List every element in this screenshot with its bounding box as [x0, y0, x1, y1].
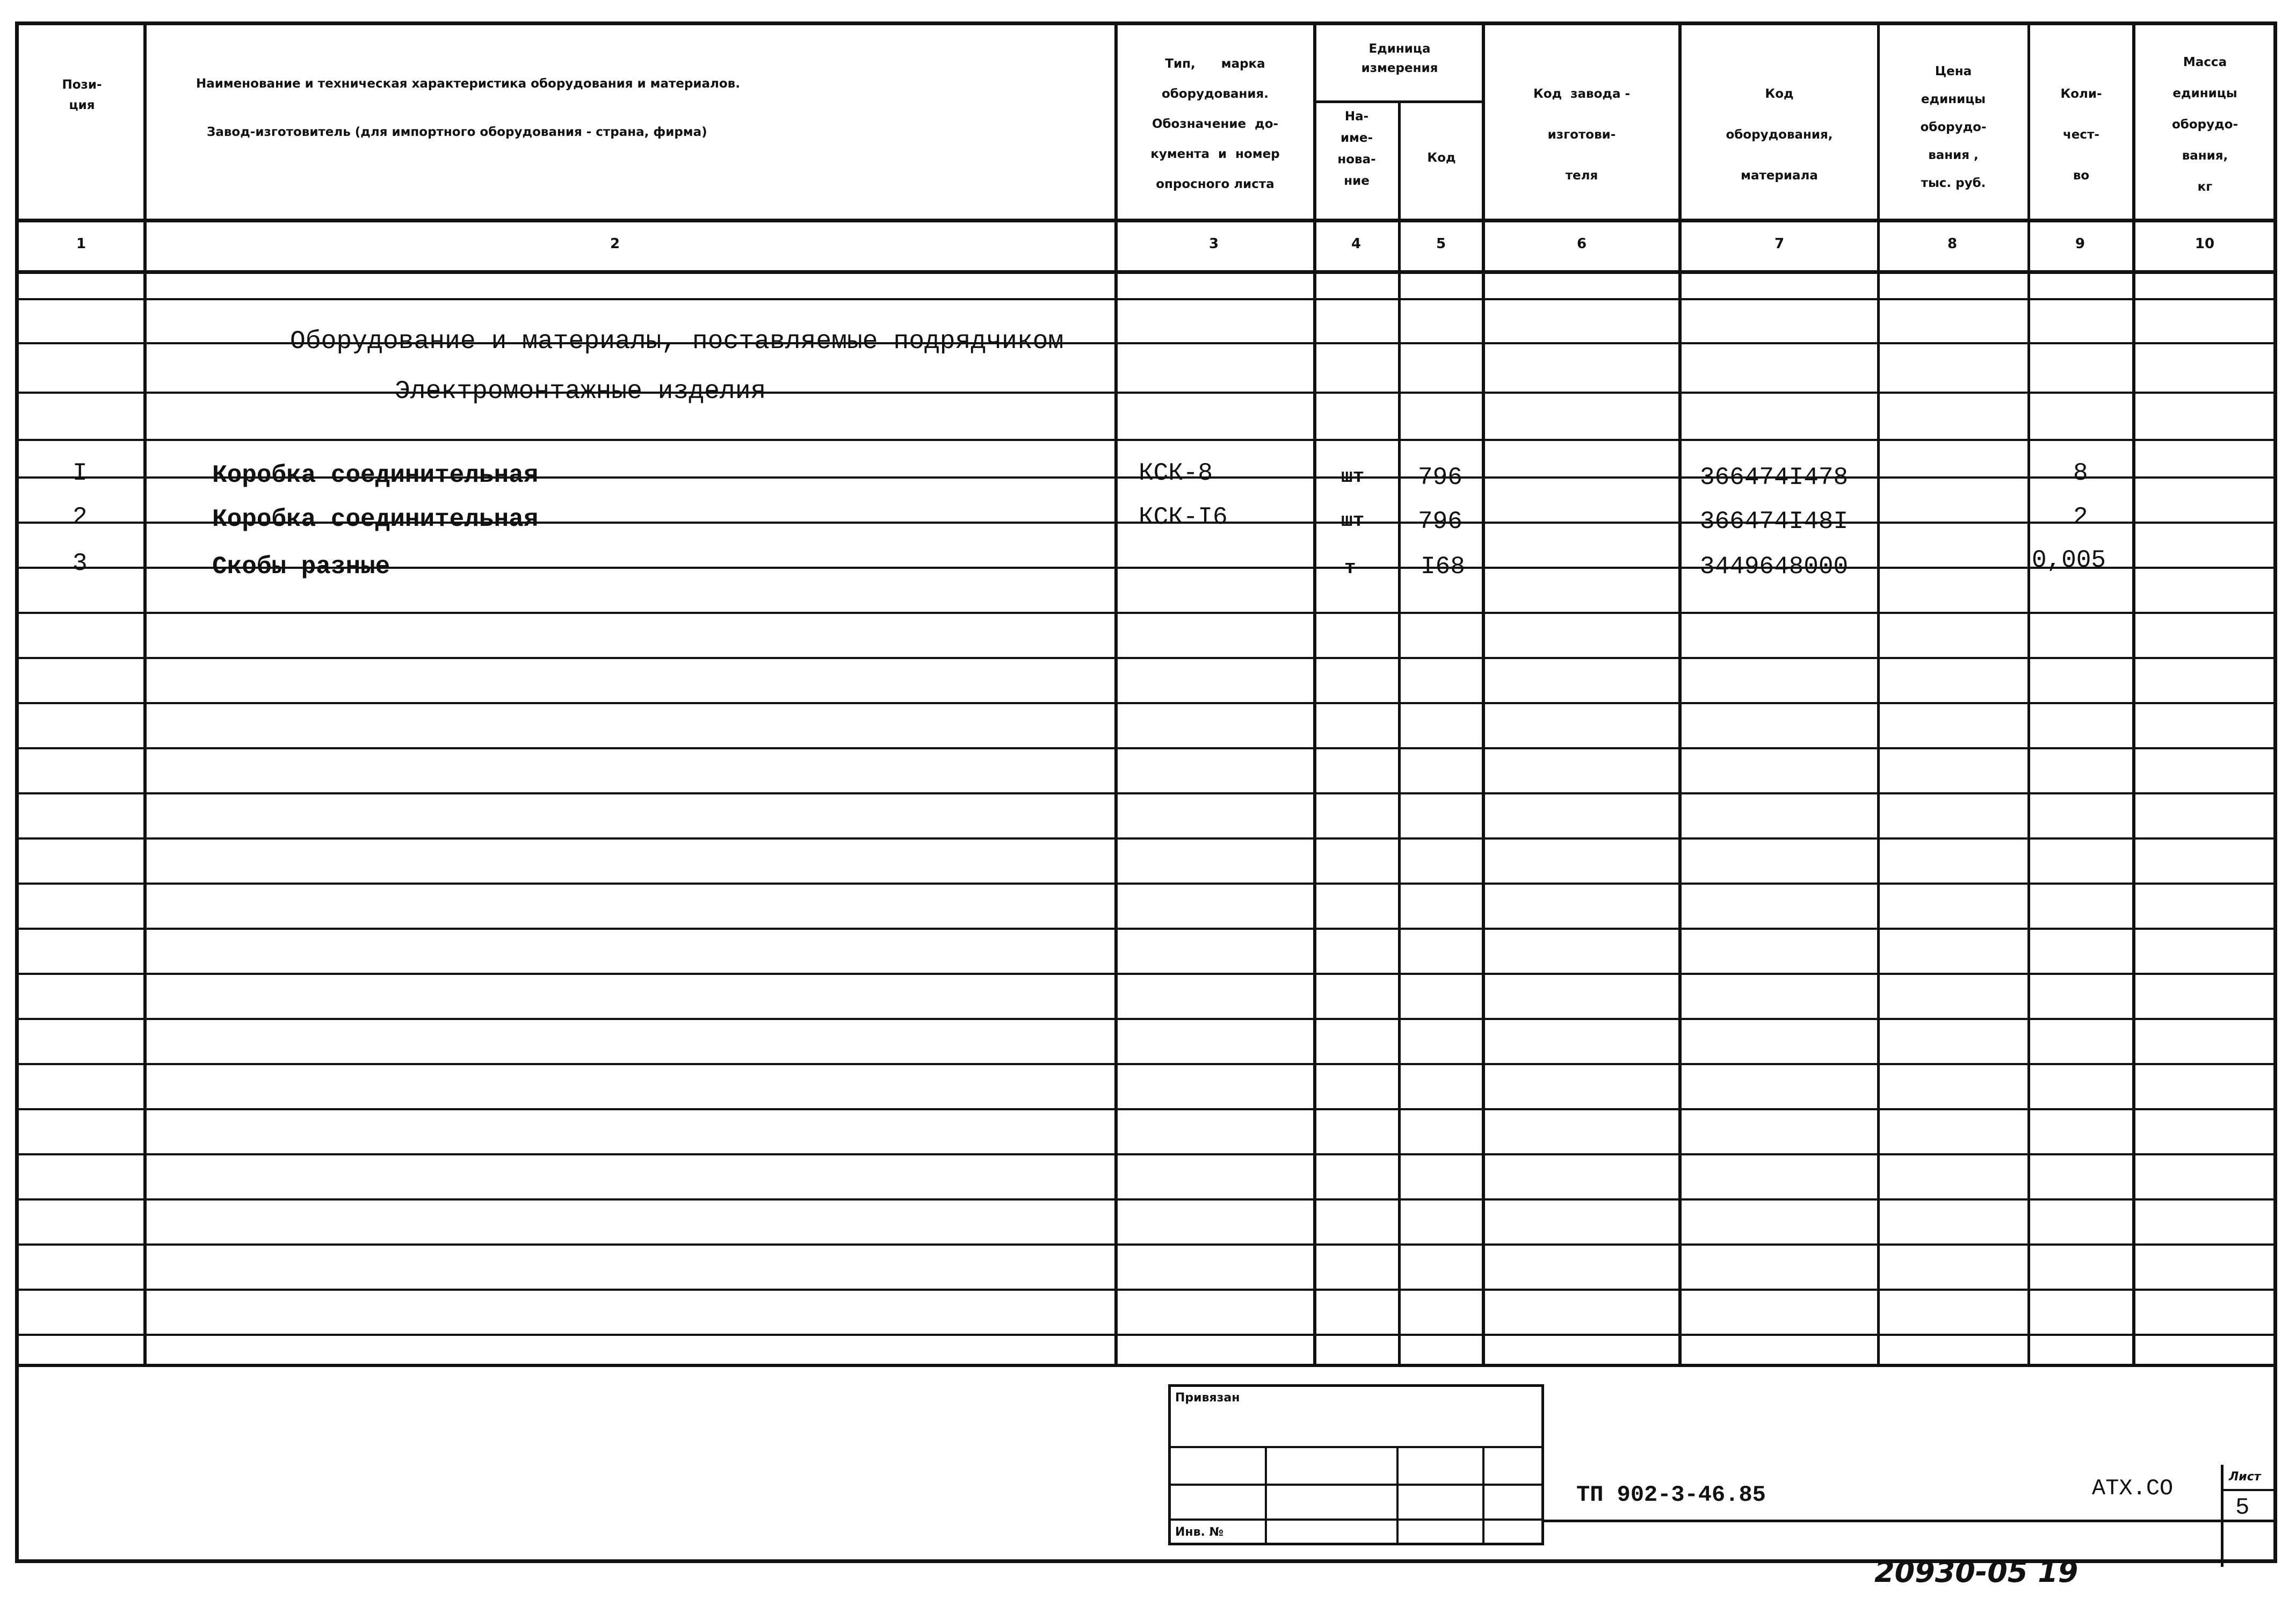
column-number: 2 — [610, 236, 620, 252]
table-bottom-line — [19, 1364, 2273, 1367]
column-number: 4 — [1351, 236, 1361, 252]
col-line — [2132, 25, 2135, 1365]
sheet-box — [2221, 1465, 2273, 1567]
title-block-line — [1544, 1520, 2273, 1522]
header-unit-name: На- име- нова- ние — [1337, 110, 1376, 188]
col-line — [1114, 25, 1118, 1365]
row-position: 2 — [73, 503, 88, 531]
row-line — [19, 612, 2273, 614]
footer-number: 20930-05 19 — [1874, 1555, 2078, 1589]
header-mass: Масса единицы оборудо- вания, кг — [2171, 55, 2239, 194]
stamp-privyazan: Привязан — [1175, 1391, 1240, 1405]
col-line — [143, 25, 147, 1365]
row-unit-code: I68 — [1421, 553, 1465, 581]
sheet-number: 5 — [2235, 1494, 2250, 1521]
column-number: 7 — [1774, 236, 1785, 252]
row-line — [19, 1018, 2273, 1020]
col-line — [1678, 25, 1682, 1365]
row-line — [19, 928, 2273, 930]
row-equipment-code: 3449648000 — [1700, 553, 1849, 581]
stamp-inv: Инв. № — [1175, 1525, 1224, 1539]
row-quantity: 2 — [2073, 503, 2088, 531]
sheet-box-line — [2223, 1489, 2276, 1491]
header-price: Цена единицы оборудо- вания , тыс. руб. — [1920, 64, 1987, 190]
column-number: 8 — [1947, 236, 1958, 252]
row-unit: т — [1344, 557, 1356, 579]
row-quantity: 0,005 — [2032, 546, 2106, 574]
column-number: 5 — [1436, 236, 1446, 252]
row-line — [19, 1289, 2273, 1291]
header-unit-group: Единица измерения — [1361, 42, 1438, 75]
row-line — [19, 1198, 2273, 1201]
column-number: 10 — [2194, 236, 2215, 252]
sheet-label: Лист — [2229, 1470, 2261, 1484]
row-line — [19, 837, 2273, 840]
row-position: I — [73, 459, 88, 487]
row-line — [19, 657, 2273, 659]
header-equipment-code: Код оборудования, материала — [1726, 87, 1833, 183]
row-line — [19, 1063, 2273, 1065]
header-type: Тип, марка оборудования. Обозначение до- кумента и номер опросного листа — [1150, 57, 1280, 191]
section-title: Оборудование и материалы, поставляемые подрядчиком — [290, 327, 1064, 356]
row-line — [19, 298, 2273, 300]
stamp-line — [1171, 1446, 1541, 1448]
row-name: Коробка соединительная — [212, 505, 539, 533]
approval-stamp — [1168, 1384, 1544, 1545]
row-unit: шт — [1341, 510, 1365, 532]
document-number: ТП 902-3-46.85 — [1576, 1482, 1766, 1508]
row-name: Скобы разные — [212, 553, 390, 581]
row-type: КСК-8 — [1139, 459, 1213, 487]
row-line — [19, 1108, 2273, 1110]
row-line — [19, 973, 2273, 975]
header-quantity: Коли- чест- во — [2060, 87, 2102, 183]
column-number: 1 — [76, 236, 86, 252]
header-position: Пози- ция — [62, 78, 102, 112]
row-unit-code: 796 — [1418, 464, 1462, 491]
row-quantity: 8 — [2073, 459, 2088, 487]
row-position: 3 — [73, 549, 88, 577]
col-line — [2027, 25, 2030, 1365]
stamp-line — [1265, 1446, 1267, 1545]
row-line — [19, 439, 2273, 441]
col-line — [1313, 25, 1316, 1365]
header-unit-code: Код — [1427, 151, 1456, 165]
column-number: 6 — [1576, 236, 1587, 252]
row-line — [19, 1334, 2273, 1336]
colnum-bottom-line — [19, 270, 2273, 274]
document-code: АТХ.СО — [2092, 1476, 2174, 1501]
row-line — [19, 392, 2273, 394]
row-unit: шт — [1341, 466, 1365, 488]
header-bottom-line — [19, 219, 2273, 222]
row-name: Коробка соединительная — [212, 461, 539, 489]
stamp-line — [1171, 1519, 1541, 1521]
header-name-line2: Завод-изготовитель (для импортного оборудования - страна, фирма) — [207, 125, 707, 139]
stamp-line — [1482, 1446, 1484, 1545]
row-equipment-code: 366474I48I — [1700, 508, 1849, 536]
col-line — [1877, 25, 1880, 1365]
row-line — [19, 702, 2273, 704]
row-line — [19, 883, 2273, 885]
header-name-line1: Наименование и техническая характеристика оборудования и материалов. — [196, 77, 740, 91]
col-line — [1398, 100, 1401, 1365]
section-subtitle: Электромонтажные изделия — [395, 377, 766, 406]
column-number: 9 — [2075, 236, 2085, 252]
row-line — [19, 747, 2273, 749]
stamp-line — [1396, 1446, 1399, 1545]
stamp-line — [1171, 1484, 1541, 1486]
row-line — [19, 1243, 2273, 1246]
header-factory-code: Код завода - изготови- теля — [1533, 87, 1631, 183]
row-line — [19, 792, 2273, 794]
row-equipment-code: 366474I478 — [1700, 464, 1849, 491]
unit-group-line — [1313, 100, 1485, 103]
row-type: КСК-I6 — [1139, 503, 1228, 531]
row-line — [19, 1153, 2273, 1155]
col-line — [1482, 25, 1485, 1365]
row-unit-code: 796 — [1418, 508, 1462, 536]
document-sheet — [15, 21, 2277, 1563]
column-number: 3 — [1208, 236, 1219, 252]
